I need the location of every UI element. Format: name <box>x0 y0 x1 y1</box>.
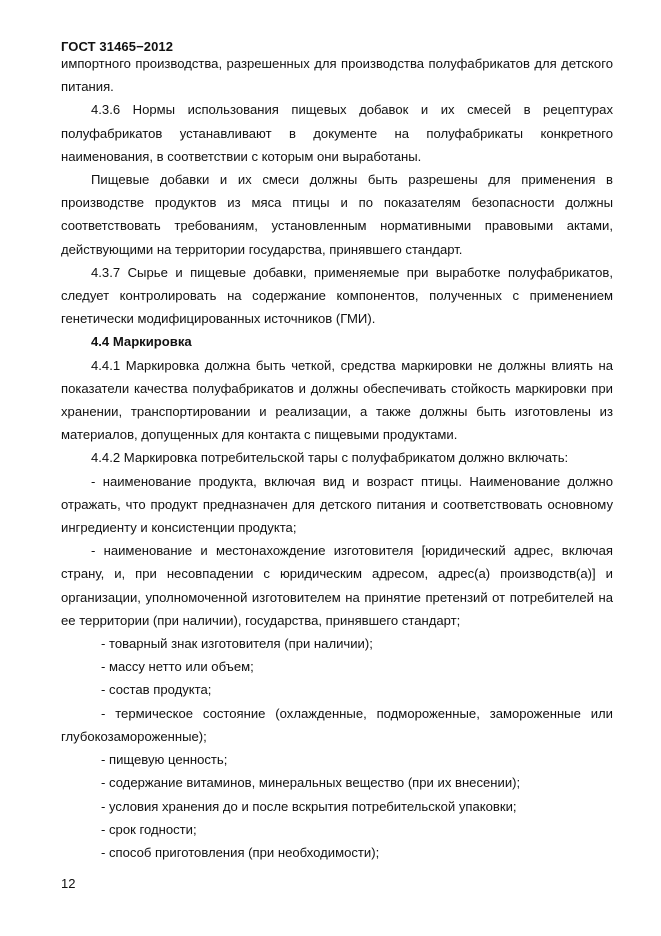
list-item-storage: - условия хранения до и после вскрытия потребительской упаковки; <box>101 798 517 814</box>
list-item-shelf-life: - срок годности; <box>101 821 197 837</box>
list-item-vitamins: - содержание витаминов, минеральных вещество (при их внесении); <box>101 775 521 791</box>
list-item-trademark: - товарный знак изготовителя (при наличии); <box>101 636 373 652</box>
page-number: 12 <box>61 876 76 891</box>
document-body <box>61 52 613 864</box>
list-item-composition: - состав продукта; <box>101 682 212 698</box>
list-item-product-name: - наименование продукта, включая вид и возраст птицы. Наименование должно отражать, что продукт предназначен для детского питания и соответствовать основному ингредиенту и консистенции продукта; <box>61 473 613 536</box>
clause-4-3-6: 4.3.6 Нормы использования пищевых добавок и их смесей в рецептурах полуфабрикатов устанавливают в документе на полуфабрикаты конкретного наименования, в соответствии с которым они выработаны. <box>61 102 613 164</box>
list-item-net-mass: - массу нетто или объем; <box>101 659 254 675</box>
clause-4-4-2: 4.4.2 Маркировка потребительской тары с полуфабрикатом должно включать: <box>91 450 569 466</box>
list-item-preparation: - способ приготовления (при необходимости); <box>101 844 380 860</box>
section-heading-4-4: 4.4 Маркировка <box>91 334 192 350</box>
document-header: ГОСТ 31465−2012 <box>61 39 174 54</box>
list-item-thermal-state: - термическое состояние (охлажденные, подмороженные, замороженные или глубокозамороженные); <box>61 705 613 744</box>
paragraph-continuation: импортного производства, разрешенных для производства полуфабрикатов для детского питания. <box>61 56 613 95</box>
list-item-nutrition: - пищевую ценность; <box>101 752 228 768</box>
paragraph-additives: Пищевые добавки и их смеси должны быть разрешены для применения в производстве продуктов из мяса птицы и по показателям безопасности должны соответствовать требованиям, установленным нормативными правовыми актами, действующими на территории государства, принявшего стандарт. <box>61 172 613 257</box>
clause-4-4-1: 4.4.1 Маркировка должна быть четкой, средства маркировки не должны влиять на показатели качества полуфабрикатов и должны обеспечивать стойкость маркировки при хранении, транспортировании и реализации, а также должны быть изготовлены из материалов, допущенных для контакта с пищевыми продуктами. <box>61 357 613 443</box>
clause-4-3-7: 4.3.7 Сырье и пищевые добавки, применяемые при выработке полуфабрикатов, следует контролировать на содержание компонентов, полученных с применением генетически модифицированных источников (ГМИ). <box>61 264 613 327</box>
list-item-manufacturer: - наименование и местонахождение изготовителя [юридический адрес, включая страну, и, при несовпадении с юридическим адресом, адрес(а) производств(а)] и организации, уполномоченной изготовителем на принятие претензий от потребителей на ее территории (при наличии), государства, принявшего стандарт; <box>61 543 613 628</box>
